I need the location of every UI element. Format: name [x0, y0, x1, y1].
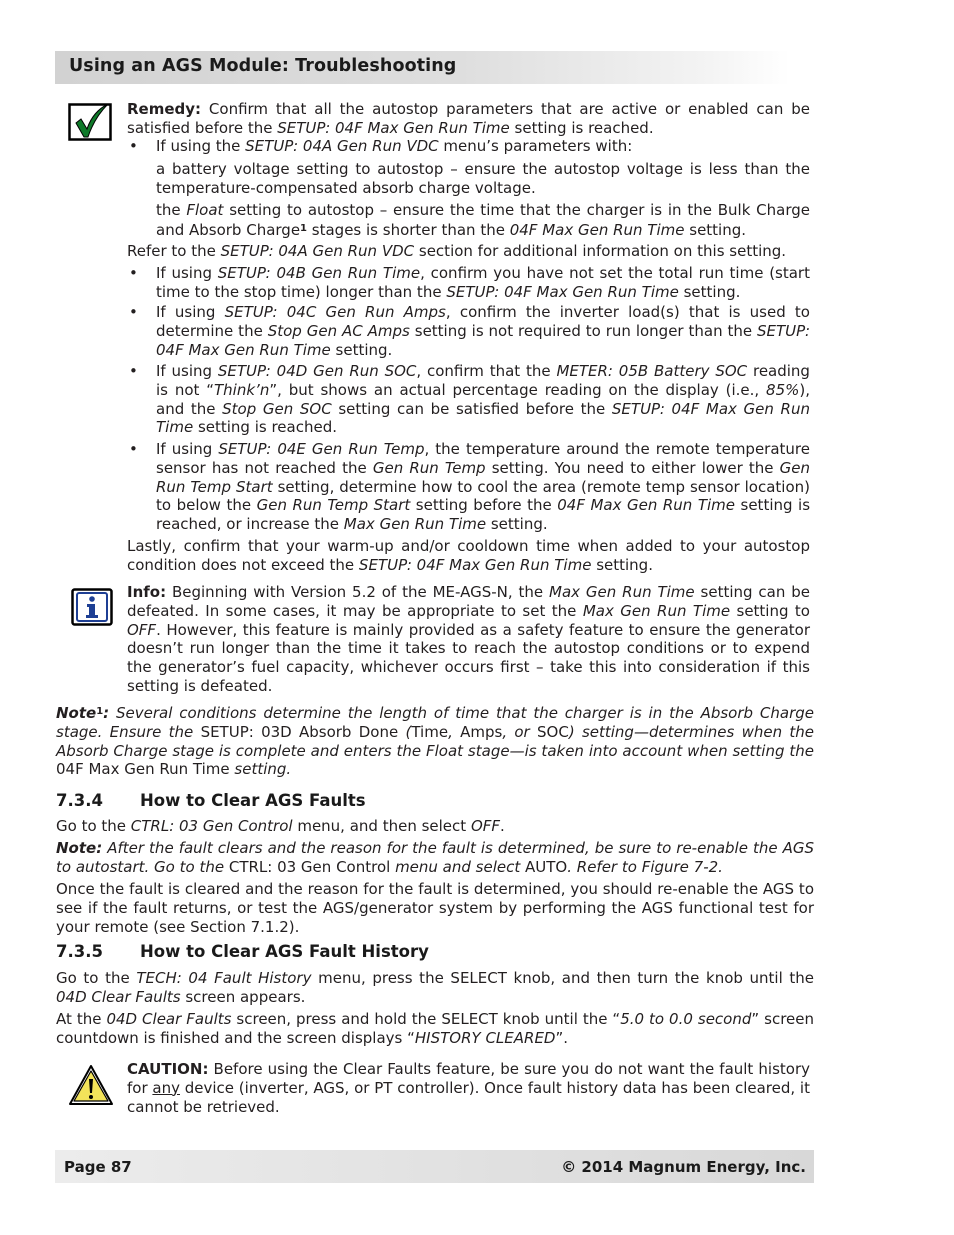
sub-paragraph-float: the Float setting to autostop – ensure the time that the charger is in the Bulk Charge and Absorb Charge$^1$ stages is shorter than the 04F Max Gen Run Time setting.: [156, 201, 810, 239]
remedy-paragraph: Remedy: Confirm that all the autostop parameters that are active or enabled can be satisfied before the SETUP: 04F Max Gen Run Time setting is reached.: [127, 100, 810, 137]
section-heading-7-3-5: 7.3.5 How to Clear AGS Fault History: [56, 942, 429, 961]
note-paragraph: Note: After the fault clears and the reason for the fault is determined, be sure to re-enable the AGS to autostart. Go to the CTRL: 03 Gen Control menu and select AUTO. Refer to Figure 7-2.: [56, 839, 814, 876]
info-icon: [71, 588, 113, 631]
paragraph: Once the fault is cleared and the reason for the fault is determined, you should re-enable the AGS to see if the fault returns, or test the AGS/generator system by performing the AGS functional test for your remote (see Section 7.1.2).: [56, 880, 814, 936]
bullet-dot: •: [129, 362, 138, 380]
bullet-item: If using SETUP: 04C Gen Run Amps, confirm the inverter load(s) that is used to determine the Stop Gen AC Amps setting is not required to run longer than the SETUP: 04F Max Gen Run Time setting.: [156, 303, 810, 359]
paragraph: At the 04D Clear Faults screen, press and hold the SELECT knob until the “5.0 to 0.0 second” screen countdown is finished and the screen displays “HISTORY CLEARED”.: [56, 1010, 814, 1047]
bullet-dot: •: [129, 303, 138, 321]
lastly-paragraph: Lastly, confirm that your warm-up and/or cooldown time when added to your autostop condition does not exceed the SETUP: 04F Max Gen Run Time setting.: [127, 537, 810, 574]
page-footer-bar: [55, 1150, 814, 1183]
bullet-item: If using the SETUP: 04A Gen Run VDC menu’s parameters with:: [156, 137, 633, 155]
warning-icon: [68, 1064, 114, 1111]
caution-paragraph: CAUTION: Before using the Clear Faults feature, be sure you do not want the fault history for any device (inverter, AGS, or PT controller). Once fault history data has been cleared, it cannot be retrieved.: [127, 1060, 810, 1116]
bullet-item: If using SETUP: 04D Gen Run SOC, confirm that the METER: 05B Battery SOC reading is not “Think’n”, but shows an actual percentage reading on the display (i.e., 85%), and the Stop Gen SOC setting can be satisfied before the SETUP: 04F Max Gen Run Time setting is reached.: [156, 362, 810, 437]
bullet-item: If using SETUP: 04E Gen Run Temp, the temperature around the remote temperature sensor has not reached the Gen Run Temp setting. You need to either lower the Gen Run Temp Start setting, determine how to cool the area (remote temp sensor location) to below the Gen Run Temp Start setting before the 04F Max Gen Run Time setting is reached, or increase the Max Gen Run Time setting.: [156, 440, 811, 534]
bullet-item: If using SETUP: 04B Gen Run Time, confirm you have not set the total run time (start time to the stop time) longer than the SETUP: 04F Max Gen Run Time setting.: [156, 264, 810, 301]
info-paragraph: Info: Beginning with Version 5.2 of the ME-AGS-N, the Max Gen Run Time setting can be defeated. In some cases, it may be appropriate to set the Max Gen Run Time setting to OFF. However, this feature is mainly provided as a safety feature to ensure the generator doesn’t run longer than the time it takes to reach the autostop conditions or to expend the generator’s fuel capacity, whichever occurs first – take this into consideration if this setting is defeated.: [127, 583, 810, 695]
footnote-paragraph: Note$^1$: Several conditions determine the length of time that the charger is in the Absorb Charge stage. Ensure the SETUP: 03D Absorb Done (Time, Amps, or SOC) setting—determines when the Absorb Charge stage is complete and enters the Float stage—is taken into account when setting the 04F Max Gen Run Time setting.: [56, 704, 814, 779]
paragraph: Go to the TECH: 04 Fault History menu, press the SELECT knob, and then turn the knob until the 04D Clear Faults screen appears.: [56, 969, 815, 1006]
bullet-dot: •: [129, 264, 138, 282]
section-header-bar: [55, 51, 790, 84]
sub-paragraph-battery: a battery voltage setting to autostop – ensure the autostop voltage is less than the temperature-compensated absorb charge voltage.: [156, 160, 810, 197]
bullet-dot: •: [129, 137, 138, 155]
page-number: Page 87: [64, 1158, 132, 1176]
checkmark-icon: [68, 103, 112, 146]
bullet-dot: •: [129, 440, 138, 458]
page-section-title: Using an AGS Module: Troubleshooting: [69, 56, 457, 76]
section-heading-7-3-4: 7.3.4 How to Clear AGS Faults: [56, 791, 366, 810]
refer-paragraph: Refer to the SETUP: 04A Gen Run VDC section for additional information on this setting.: [127, 242, 787, 260]
copyright-notice: © 2014 Magnum Energy, Inc.: [561, 1158, 806, 1176]
paragraph: Go to the CTRL: 03 Gen Control menu, and then select OFF.: [56, 817, 505, 835]
